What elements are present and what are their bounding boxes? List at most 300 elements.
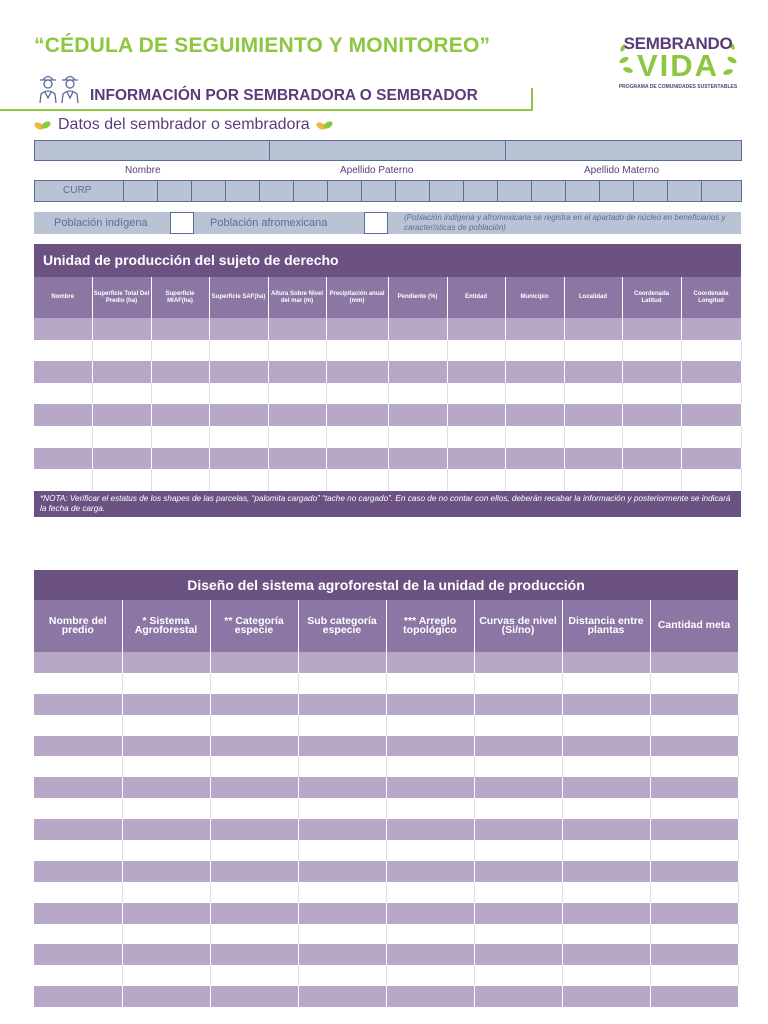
table-cell[interactable] — [209, 426, 268, 448]
table-cell[interactable] — [386, 756, 474, 777]
table-cell[interactable] — [386, 694, 474, 715]
column-header: Cantidad meta — [650, 600, 738, 652]
table-cell[interactable] — [122, 924, 210, 945]
table-cell[interactable] — [122, 715, 210, 736]
table-cell[interactable] — [562, 840, 650, 861]
table-cell[interactable] — [34, 777, 122, 798]
poblacion-indigena-label: Población indígena — [54, 217, 148, 229]
table-cell[interactable] — [622, 448, 681, 470]
table-cell[interactable] — [210, 861, 298, 882]
table-cell[interactable] — [151, 318, 209, 340]
table-cell[interactable] — [388, 383, 447, 405]
table-cell[interactable] — [650, 861, 738, 882]
table-cell[interactable] — [562, 798, 650, 819]
table-cell[interactable] — [210, 798, 298, 819]
curp-char-box[interactable] — [565, 180, 600, 202]
table-cell[interactable] — [209, 448, 268, 470]
table-cell[interactable] — [562, 819, 650, 840]
table-header-row — [34, 600, 738, 652]
table-cell[interactable] — [326, 426, 388, 448]
table-cell[interactable] — [650, 694, 738, 715]
apellido-paterno-label: Apellido Paterno — [340, 165, 414, 176]
table-cell[interactable] — [564, 340, 622, 362]
table-cell[interactable] — [34, 715, 122, 736]
column-header: Precipitación anual (mm) — [326, 277, 388, 318]
table-row — [34, 736, 738, 757]
table-cell[interactable] — [505, 383, 564, 405]
table-cell[interactable] — [447, 404, 505, 426]
table-cell[interactable] — [268, 383, 326, 405]
table-cell[interactable] — [34, 965, 122, 986]
table-cell[interactable] — [562, 882, 650, 903]
table-cell[interactable] — [505, 426, 564, 448]
curp-char-box[interactable] — [395, 180, 430, 202]
table-cell[interactable] — [564, 469, 622, 491]
poblacion-afromexicana-label: Población afromexicana — [210, 217, 328, 229]
table-row — [34, 469, 741, 491]
table-cell[interactable] — [386, 736, 474, 757]
table-cell[interactable] — [92, 318, 151, 340]
nombre-field[interactable] — [34, 140, 270, 161]
curp-char-box[interactable] — [599, 180, 634, 202]
column-header: Curvas de nivel (Si/no) — [474, 600, 562, 652]
table-cell[interactable] — [388, 361, 447, 383]
table-cell[interactable] — [34, 736, 122, 757]
table-cell[interactable] — [562, 673, 650, 694]
table-cell[interactable] — [386, 652, 474, 673]
table-cell[interactable] — [474, 944, 562, 965]
curp-char-box[interactable] — [123, 180, 158, 202]
table-cell[interactable] — [34, 861, 122, 882]
table-cell[interactable] — [505, 404, 564, 426]
table-cell[interactable] — [474, 777, 562, 798]
curp-char-box[interactable] — [463, 180, 498, 202]
column-header: Coordenada Longitud — [681, 277, 741, 318]
column-header: Pendiente (%) — [388, 277, 447, 318]
table-cell[interactable] — [622, 426, 681, 448]
table-cell[interactable] — [562, 694, 650, 715]
farmers-icon — [36, 72, 82, 104]
table-cell[interactable] — [209, 469, 268, 491]
curp-char-box[interactable] — [429, 180, 464, 202]
table-cell[interactable] — [326, 361, 388, 383]
table-cell[interactable] — [298, 924, 386, 945]
table-cell[interactable] — [562, 777, 650, 798]
table-cell[interactable] — [622, 404, 681, 426]
table-cell[interactable] — [34, 756, 122, 777]
table-cell[interactable] — [474, 673, 562, 694]
table-cell[interactable] — [209, 383, 268, 405]
table-cell[interactable] — [386, 903, 474, 924]
table-cell[interactable] — [122, 986, 210, 1007]
table-cell[interactable] — [298, 903, 386, 924]
table-cell[interactable] — [298, 736, 386, 757]
table-cell[interactable] — [210, 944, 298, 965]
curp-row — [34, 180, 742, 202]
table-cell[interactable] — [34, 404, 92, 426]
table-cell[interactable] — [474, 965, 562, 986]
table-cell[interactable] — [650, 798, 738, 819]
logo-tagline: PROGRAMA DE COMUNIDADES SUSTENTABLES — [618, 84, 738, 90]
table-cell[interactable] — [151, 469, 209, 491]
table-cell[interactable] — [505, 448, 564, 470]
table-cell[interactable] — [386, 819, 474, 840]
table-cell[interactable] — [268, 361, 326, 383]
table-cell[interactable] — [122, 882, 210, 903]
table-cell[interactable] — [298, 861, 386, 882]
table-cell[interactable] — [562, 715, 650, 736]
table-cell[interactable] — [562, 652, 650, 673]
table-cell[interactable] — [298, 882, 386, 903]
table-cell[interactable] — [210, 924, 298, 945]
unidad-produccion-section — [34, 244, 741, 517]
table-cell[interactable] — [386, 673, 474, 694]
table-cell[interactable] — [298, 965, 386, 986]
leaf-icon — [34, 119, 52, 131]
table-cell[interactable] — [474, 694, 562, 715]
table-cell[interactable] — [34, 924, 122, 945]
curp-char-box[interactable] — [157, 180, 192, 202]
table-cell[interactable] — [474, 986, 562, 1007]
table-cell[interactable] — [122, 840, 210, 861]
table-cell[interactable] — [474, 861, 562, 882]
table-cell[interactable] — [210, 819, 298, 840]
table-cell[interactable] — [34, 383, 92, 405]
table-cell[interactable] — [447, 361, 505, 383]
table-cell[interactable] — [505, 469, 564, 491]
table-cell[interactable] — [92, 340, 151, 362]
table-cell[interactable] — [122, 652, 210, 673]
table-cell[interactable] — [122, 944, 210, 965]
table-cell[interactable] — [447, 469, 505, 491]
table-cell[interactable] — [622, 318, 681, 340]
table-cell[interactable] — [681, 426, 741, 448]
table-cell[interactable] — [268, 318, 326, 340]
table-cell[interactable] — [622, 340, 681, 362]
table-row — [34, 903, 738, 924]
table-cell[interactable] — [681, 383, 741, 405]
table-cell[interactable] — [650, 673, 738, 694]
unidad-produccion-title: Unidad de producción del sujeto de derecho — [34, 244, 741, 277]
table-cell[interactable] — [681, 361, 741, 383]
table-row — [34, 819, 738, 840]
table-cell[interactable] — [34, 340, 92, 362]
poblacion-indigena-checkbox[interactable] — [170, 212, 194, 234]
table-cell[interactable] — [298, 819, 386, 840]
apellido-paterno-field[interactable] — [269, 140, 506, 161]
table-cell[interactable] — [650, 944, 738, 965]
table-cell[interactable] — [210, 903, 298, 924]
table-cell[interactable] — [210, 882, 298, 903]
table-cell[interactable] — [650, 882, 738, 903]
table-cell[interactable] — [210, 715, 298, 736]
table-cell[interactable] — [474, 652, 562, 673]
table-cell[interactable] — [34, 694, 122, 715]
column-header: Superficie MIAF(ha) — [151, 277, 209, 318]
table-cell[interactable] — [564, 318, 622, 340]
table-cell[interactable] — [298, 673, 386, 694]
table-cell[interactable] — [92, 469, 151, 491]
table-row — [34, 448, 741, 470]
table-cell[interactable] — [122, 861, 210, 882]
table-cell[interactable] — [268, 448, 326, 470]
table-cell[interactable] — [564, 426, 622, 448]
name-fields-row — [34, 140, 742, 161]
table-cell[interactable] — [447, 426, 505, 448]
table-cell[interactable] — [122, 756, 210, 777]
column-header: Municipio — [505, 277, 564, 318]
table-cell[interactable] — [209, 318, 268, 340]
table-cell[interactable] — [298, 694, 386, 715]
table-cell[interactable] — [650, 756, 738, 777]
table-cell[interactable] — [122, 694, 210, 715]
table-cell[interactable] — [298, 986, 386, 1007]
table-cell[interactable] — [268, 426, 326, 448]
table-cell[interactable] — [622, 383, 681, 405]
curp-char-box[interactable] — [293, 180, 328, 202]
table-cell[interactable] — [326, 318, 388, 340]
table-cell[interactable] — [268, 469, 326, 491]
table-cell[interactable] — [562, 903, 650, 924]
table-cell[interactable] — [681, 448, 741, 470]
table-cell[interactable] — [34, 448, 92, 470]
table-cell[interactable] — [505, 318, 564, 340]
table-cell[interactable] — [386, 777, 474, 798]
table-cell[interactable] — [622, 361, 681, 383]
table-cell[interactable] — [122, 965, 210, 986]
table-cell[interactable] — [564, 404, 622, 426]
table-row — [34, 840, 738, 861]
logo-text-vida: VIDA — [636, 48, 720, 83]
table-cell[interactable] — [564, 361, 622, 383]
table-cell[interactable] — [210, 736, 298, 757]
table-cell[interactable] — [122, 903, 210, 924]
table-cell[interactable] — [650, 924, 738, 945]
table-cell[interactable] — [92, 361, 151, 383]
table-cell[interactable] — [386, 924, 474, 945]
table-cell[interactable] — [34, 361, 92, 383]
table-cell[interactable] — [474, 756, 562, 777]
table-cell[interactable] — [122, 777, 210, 798]
table-cell[interactable] — [681, 318, 741, 340]
table-cell[interactable] — [34, 903, 122, 924]
table-cell[interactable] — [564, 383, 622, 405]
table-cell[interactable] — [388, 448, 447, 470]
table-cell[interactable] — [326, 448, 388, 470]
table-cell[interactable] — [386, 986, 474, 1007]
diseno-agroforestal-table — [34, 600, 739, 1007]
table-cell[interactable] — [34, 426, 92, 448]
table-cell[interactable] — [474, 736, 562, 757]
table-cell[interactable] — [326, 340, 388, 362]
table-cell[interactable] — [151, 383, 209, 405]
table-cell[interactable] — [650, 819, 738, 840]
table-cell[interactable] — [447, 318, 505, 340]
table-cell[interactable] — [562, 924, 650, 945]
table-cell[interactable] — [92, 448, 151, 470]
table-cell[interactable] — [386, 798, 474, 819]
table-cell[interactable] — [34, 673, 122, 694]
table-cell[interactable] — [122, 673, 210, 694]
table-cell[interactable] — [298, 840, 386, 861]
table-cell[interactable] — [92, 404, 151, 426]
table-cell[interactable] — [562, 965, 650, 986]
table-cell[interactable] — [122, 798, 210, 819]
table-cell[interactable] — [474, 882, 562, 903]
curp-char-box[interactable] — [497, 180, 532, 202]
table-cell[interactable] — [298, 944, 386, 965]
table-cell[interactable] — [388, 426, 447, 448]
table-cell[interactable] — [386, 882, 474, 903]
table-cell[interactable] — [298, 652, 386, 673]
table-cell[interactable] — [650, 652, 738, 673]
table-cell[interactable] — [388, 404, 447, 426]
table-cell[interactable] — [447, 340, 505, 362]
table-cell[interactable] — [474, 715, 562, 736]
table-cell[interactable] — [298, 798, 386, 819]
table-cell[interactable] — [326, 383, 388, 405]
apellido-materno-field[interactable] — [505, 140, 742, 161]
table-cell[interactable] — [209, 340, 268, 362]
subtitle-underline-tick — [531, 88, 533, 111]
table-cell[interactable] — [386, 861, 474, 882]
curp-char-box[interactable] — [361, 180, 396, 202]
column-header: ** Categoría especie — [210, 600, 298, 652]
table-cell[interactable] — [34, 819, 122, 840]
table-row — [34, 673, 738, 694]
table-cell[interactable] — [151, 340, 209, 362]
table-cell[interactable] — [298, 715, 386, 736]
curp-char-box[interactable] — [633, 180, 668, 202]
table-cell[interactable] — [564, 448, 622, 470]
table-cell[interactable] — [505, 340, 564, 362]
table-cell[interactable] — [447, 383, 505, 405]
table-cell[interactable] — [151, 361, 209, 383]
table-cell[interactable] — [298, 756, 386, 777]
table-cell[interactable] — [151, 448, 209, 470]
table-cell[interactable] — [34, 798, 122, 819]
poblacion-afromexicana-checkbox[interactable] — [364, 212, 388, 234]
table-cell[interactable] — [92, 383, 151, 405]
table-cell[interactable] — [268, 340, 326, 362]
table-cell[interactable] — [34, 840, 122, 861]
table-cell[interactable] — [386, 715, 474, 736]
table-cell[interactable] — [650, 986, 738, 1007]
table-cell[interactable] — [681, 404, 741, 426]
table-cell[interactable] — [447, 448, 505, 470]
table-cell[interactable] — [210, 777, 298, 798]
table-cell[interactable] — [650, 736, 738, 757]
table-cell[interactable] — [34, 652, 122, 673]
table-cell[interactable] — [681, 340, 741, 362]
table-cell[interactable] — [650, 965, 738, 986]
table-cell[interactable] — [210, 756, 298, 777]
sembrando-vida-logo — [618, 30, 738, 94]
table-cell[interactable] — [386, 965, 474, 986]
curp-char-box[interactable] — [701, 180, 742, 202]
table-cell[interactable] — [34, 944, 122, 965]
table-cell[interactable] — [34, 882, 122, 903]
table-cell[interactable] — [326, 404, 388, 426]
table-cell[interactable] — [326, 469, 388, 491]
table-cell[interactable] — [386, 944, 474, 965]
table-cell[interactable] — [209, 361, 268, 383]
document-title: “CÉDULA DE SEGUIMIENTO Y MONITOREO” — [34, 34, 491, 57]
table-cell[interactable] — [622, 469, 681, 491]
table-cell[interactable] — [650, 840, 738, 861]
column-header: Distancia entre plantas — [562, 600, 650, 652]
table-cell[interactable] — [151, 404, 209, 426]
table-cell[interactable] — [210, 673, 298, 694]
table-cell[interactable] — [650, 715, 738, 736]
table-cell[interactable] — [298, 777, 386, 798]
table-cell[interactable] — [562, 736, 650, 757]
diseno-agroforestal-section — [34, 570, 738, 1007]
curp-char-box[interactable] — [259, 180, 294, 202]
table-cell[interactable] — [474, 903, 562, 924]
table-cell[interactable] — [210, 986, 298, 1007]
diseno-agroforestal-title: Diseño del sistema agroforestal de la unidad de producción — [34, 570, 738, 600]
table-cell[interactable] — [122, 736, 210, 757]
table-cell[interactable] — [650, 777, 738, 798]
table-cell[interactable] — [122, 819, 210, 840]
table-cell[interactable] — [268, 404, 326, 426]
table-cell[interactable] — [210, 694, 298, 715]
table-cell[interactable] — [505, 361, 564, 383]
table-cell[interactable] — [388, 318, 447, 340]
table-row — [34, 694, 738, 715]
table-row — [34, 861, 738, 882]
table-row — [34, 965, 738, 986]
table-cell[interactable] — [474, 819, 562, 840]
column-header: *** Arreglo topológico — [386, 600, 474, 652]
curp-char-box[interactable] — [667, 180, 702, 202]
table-row — [34, 361, 741, 383]
curp-char-box[interactable] — [531, 180, 566, 202]
table-cell[interactable] — [210, 840, 298, 861]
nombre-label: Nombre — [125, 165, 161, 176]
table-cell[interactable] — [681, 469, 741, 491]
table-cell[interactable] — [474, 924, 562, 945]
table-cell[interactable] — [474, 798, 562, 819]
table-cell[interactable] — [34, 986, 122, 1007]
table-cell[interactable] — [151, 426, 209, 448]
table-cell[interactable] — [562, 756, 650, 777]
table-cell[interactable] — [34, 469, 92, 491]
table-cell[interactable] — [650, 903, 738, 924]
table-cell[interactable] — [562, 944, 650, 965]
table-row — [34, 756, 738, 777]
curp-char-box[interactable] — [327, 180, 362, 202]
table-cell[interactable] — [562, 861, 650, 882]
table-cell[interactable] — [474, 840, 562, 861]
curp-char-box[interactable] — [225, 180, 260, 202]
document-subtitle: INFORMACIÓN POR SEMBRADORA O SEMBRADOR — [90, 87, 478, 104]
unidad-produccion-table — [34, 277, 742, 491]
table-cell[interactable] — [388, 340, 447, 362]
table-cell[interactable] — [562, 986, 650, 1007]
table-cell[interactable] — [210, 965, 298, 986]
column-header: Superficie Total Del Predio (ha) — [92, 277, 151, 318]
table-row — [34, 715, 738, 736]
table-cell[interactable] — [92, 426, 151, 448]
curp-char-box[interactable] — [191, 180, 226, 202]
table-cell[interactable] — [386, 840, 474, 861]
table-cell[interactable] — [210, 652, 298, 673]
table-cell[interactable] — [209, 404, 268, 426]
table-cell[interactable] — [388, 469, 447, 491]
table-cell[interactable] — [34, 318, 92, 340]
